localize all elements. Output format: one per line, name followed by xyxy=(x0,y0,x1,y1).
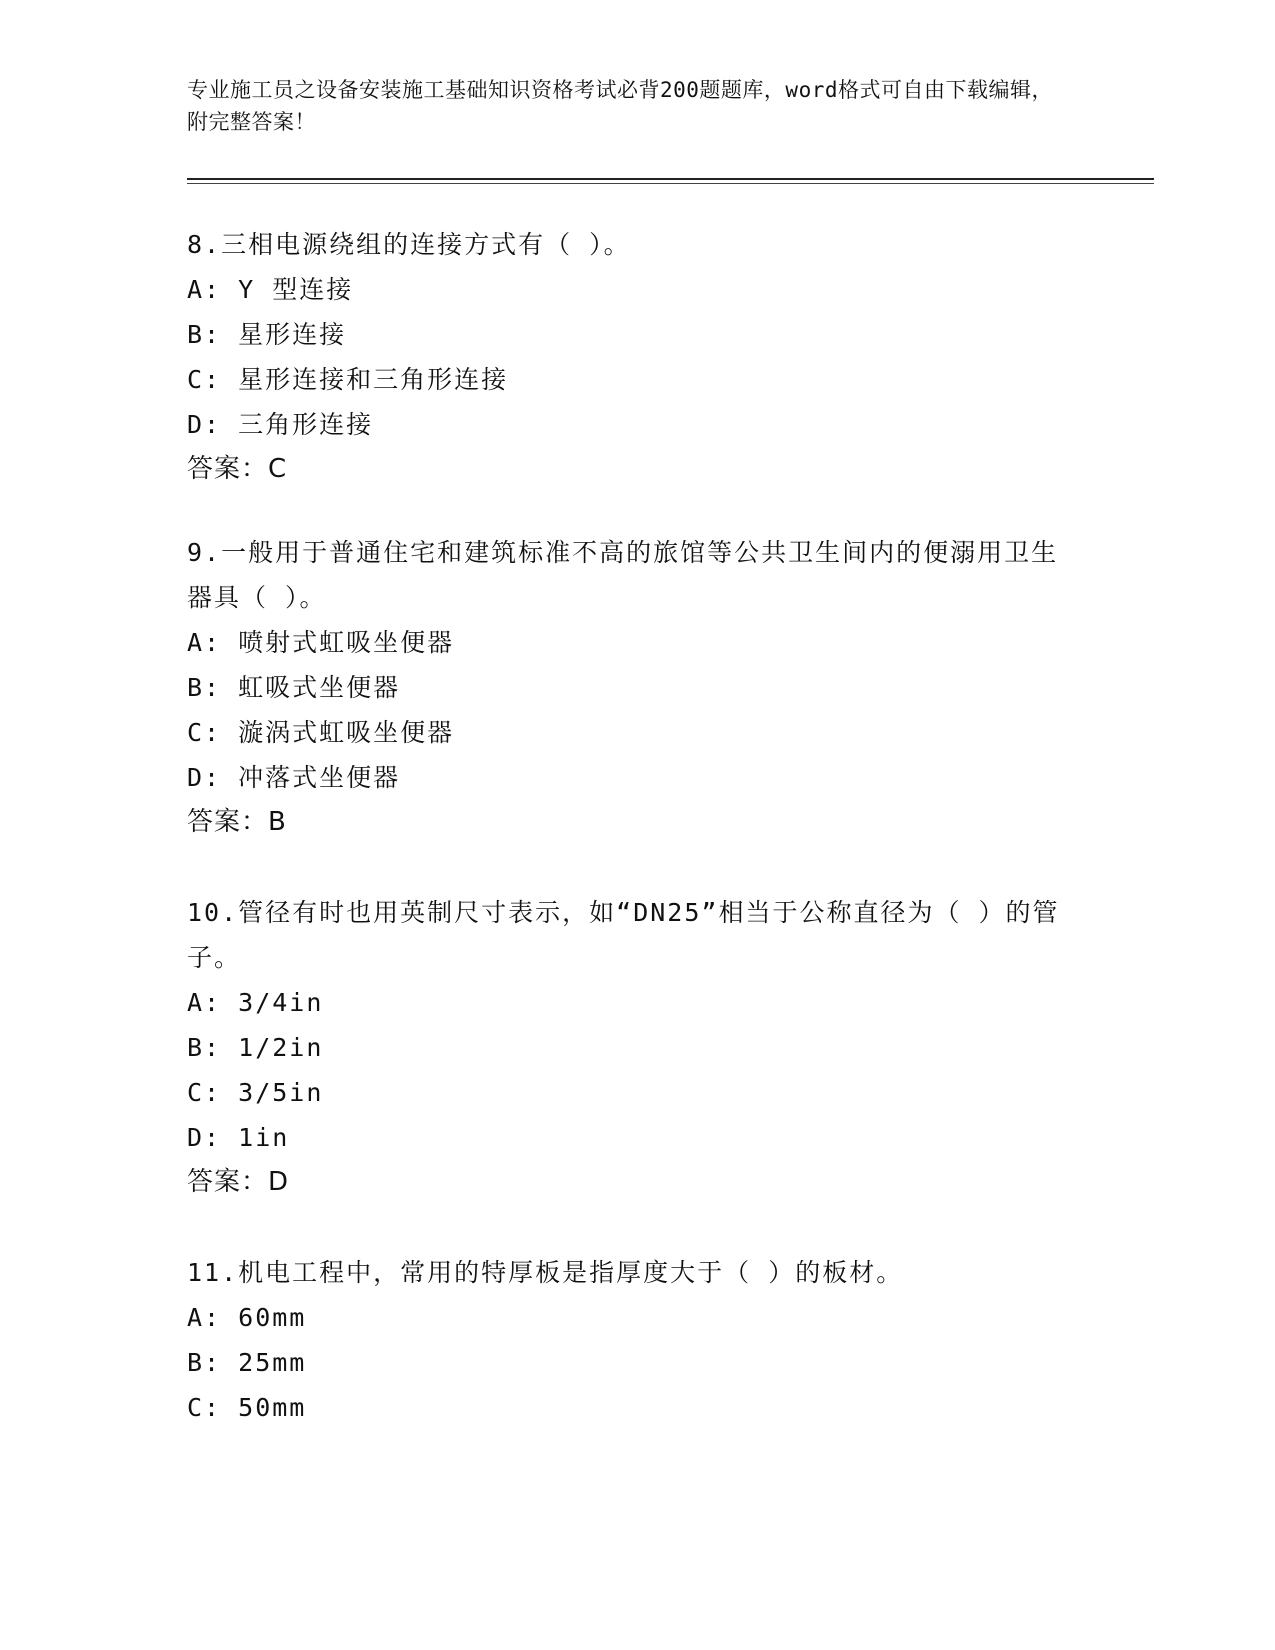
option-c: C: 星形连接和三角形连接 xyxy=(187,365,509,394)
question-10 xyxy=(187,890,1067,1205)
question-11 xyxy=(187,1250,1067,1430)
question-stem: 11.机电工程中，常用的特厚板是指厚度大于（ ）的板材。 xyxy=(187,1258,904,1287)
option-a: A: Y 型连接 xyxy=(187,275,354,304)
document-header: 专业施工员之设备安装施工基础知识资格考试必背200题题库，word格式可自由下载编辑，附完整答案！ xyxy=(187,78,1053,134)
question-9 xyxy=(187,530,1067,845)
option-c: C: 50mm xyxy=(187,1393,307,1422)
answer-label: 答案：C xyxy=(187,454,288,484)
answer-label: 答案：B xyxy=(187,807,287,837)
option-b: B: 25mm xyxy=(187,1348,307,1377)
header-rule-thick xyxy=(187,178,1154,180)
question-8 xyxy=(187,222,1067,492)
option-d: D: 1in xyxy=(187,1123,290,1152)
option-a: A: 3/4in xyxy=(187,988,324,1017)
option-d: D: 三角形连接 xyxy=(187,410,374,439)
option-a: A: 喷射式虹吸坐便器 xyxy=(187,628,455,657)
question-stem: 8.三相电源绕组的连接方式有（ ）。 xyxy=(187,230,631,259)
option-b: B: 1/2in xyxy=(187,1033,324,1062)
option-d: D: 冲落式坐便器 xyxy=(187,763,401,792)
answer-label: 答案：D xyxy=(187,1167,290,1197)
option-c: C: 3/5in xyxy=(187,1078,324,1107)
option-c: C: 漩涡式虹吸坐便器 xyxy=(187,718,455,747)
header-rule-thin xyxy=(187,183,1154,184)
question-stem: 9.一般用于普通住宅和建筑标准不高的旅馆等公共卫生间内的便溺用卫生器具（ ）。 xyxy=(187,538,1059,612)
option-a: A: 60mm xyxy=(187,1303,307,1332)
question-stem: 10.管径有时也用英制尺寸表示，如“DN25”相当于公称直径为（ ）的管子。 xyxy=(187,898,1060,972)
option-b: B: 虹吸式坐便器 xyxy=(187,673,401,702)
option-b: B: 星形连接 xyxy=(187,320,347,349)
